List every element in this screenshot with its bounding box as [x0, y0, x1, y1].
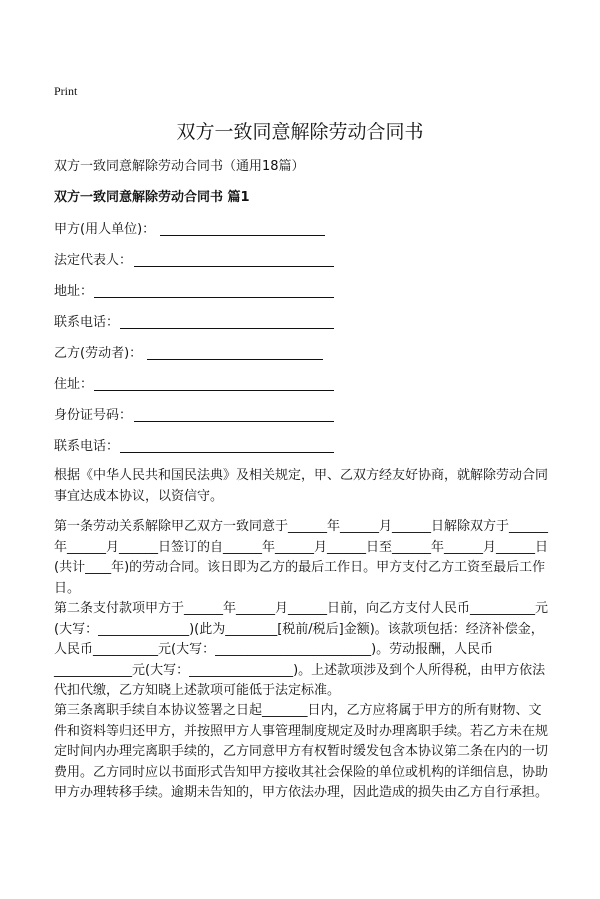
field-label: 住址：	[54, 377, 94, 392]
field-id-number	[54, 404, 132, 424]
field-phone-b	[54, 435, 119, 455]
field-label: 甲方(用人单位)：	[54, 222, 156, 237]
document-title: 双方一致同意解除劳动合同书	[176, 121, 424, 143]
field-phone-a	[54, 311, 119, 331]
print-link[interactable]: Print	[54, 84, 78, 98]
section-heading: 双方一致同意解除劳动合同书 篇1	[54, 190, 250, 205]
blank-line	[120, 328, 334, 329]
blank-line	[134, 421, 334, 422]
blank-line	[147, 359, 323, 360]
article-3-paragraph: 第三条离职手续自本协议签署之日起_______日内，乙方应将属于甲方的所有财物、文件和资料等归还甲方，并按照甲方人事管理制度规定及时办理离职手续。若乙方未在规定时间内办理完离职手续的，乙方同意甲方有权暂时缓发包含本协议第二条在内的一切费用。乙方同时应以书面形式告知甲方接收其社会保险的单位或机构的详细信息，协助甲方办理转移手续。逾期未告知的，甲方依法办理，因此造成的损失由乙方自行承担。	[54, 703, 549, 800]
blank-line	[134, 266, 334, 267]
field-label: 法定代表人：	[54, 253, 133, 268]
field-label: 联系电话：	[54, 315, 120, 330]
blank-line	[160, 235, 325, 236]
field-address	[54, 280, 93, 300]
article-1-paragraph: 第一条劳动关系解除甲乙双方一致同意于______年______月______日解除双方于______年______月______日签订的自______年______月______日至______年______月______日(共计____年)的劳动合同。该日即为乙方的最后工作日。甲方支付乙方工资至最后工作日。	[54, 519, 549, 596]
field-label: 联系电话：	[54, 439, 120, 454]
field-legal-rep	[54, 249, 132, 269]
field-label: 身份证号码：	[54, 408, 133, 423]
document-subtitle: 双方一致同意解除劳动合同书（通用18篇）	[54, 159, 305, 174]
field-label: 乙方(劳动者)：	[54, 346, 143, 361]
field-label: 地址：	[54, 284, 94, 299]
blank-line	[94, 390, 334, 391]
blank-line	[120, 452, 334, 453]
article-2-paragraph: 第二条支付款项甲方于______年______月______日前，向乙方支付人民币__________元(大写：______________)(此为________[税前/税后]金额)。该款项包括：经济补偿金，人民币__________元(大写：________________________)。劳动报酬，人民币____________元(大写：________________)。上述款项涉及到个人所得税，由甲方依法代扣代缴，乙方知晓上述款项可能低于法定标准。	[54, 601, 549, 698]
field-residence	[54, 373, 93, 393]
blank-line	[94, 297, 334, 298]
intro-paragraph: 根据《中华人民共和国民法典》及相关规定，甲、乙双方经友好协商，就解除劳动合同事宜达成本协议，以资信守。	[54, 468, 549, 504]
field-party-a	[54, 218, 155, 238]
field-party-b	[54, 342, 142, 362]
